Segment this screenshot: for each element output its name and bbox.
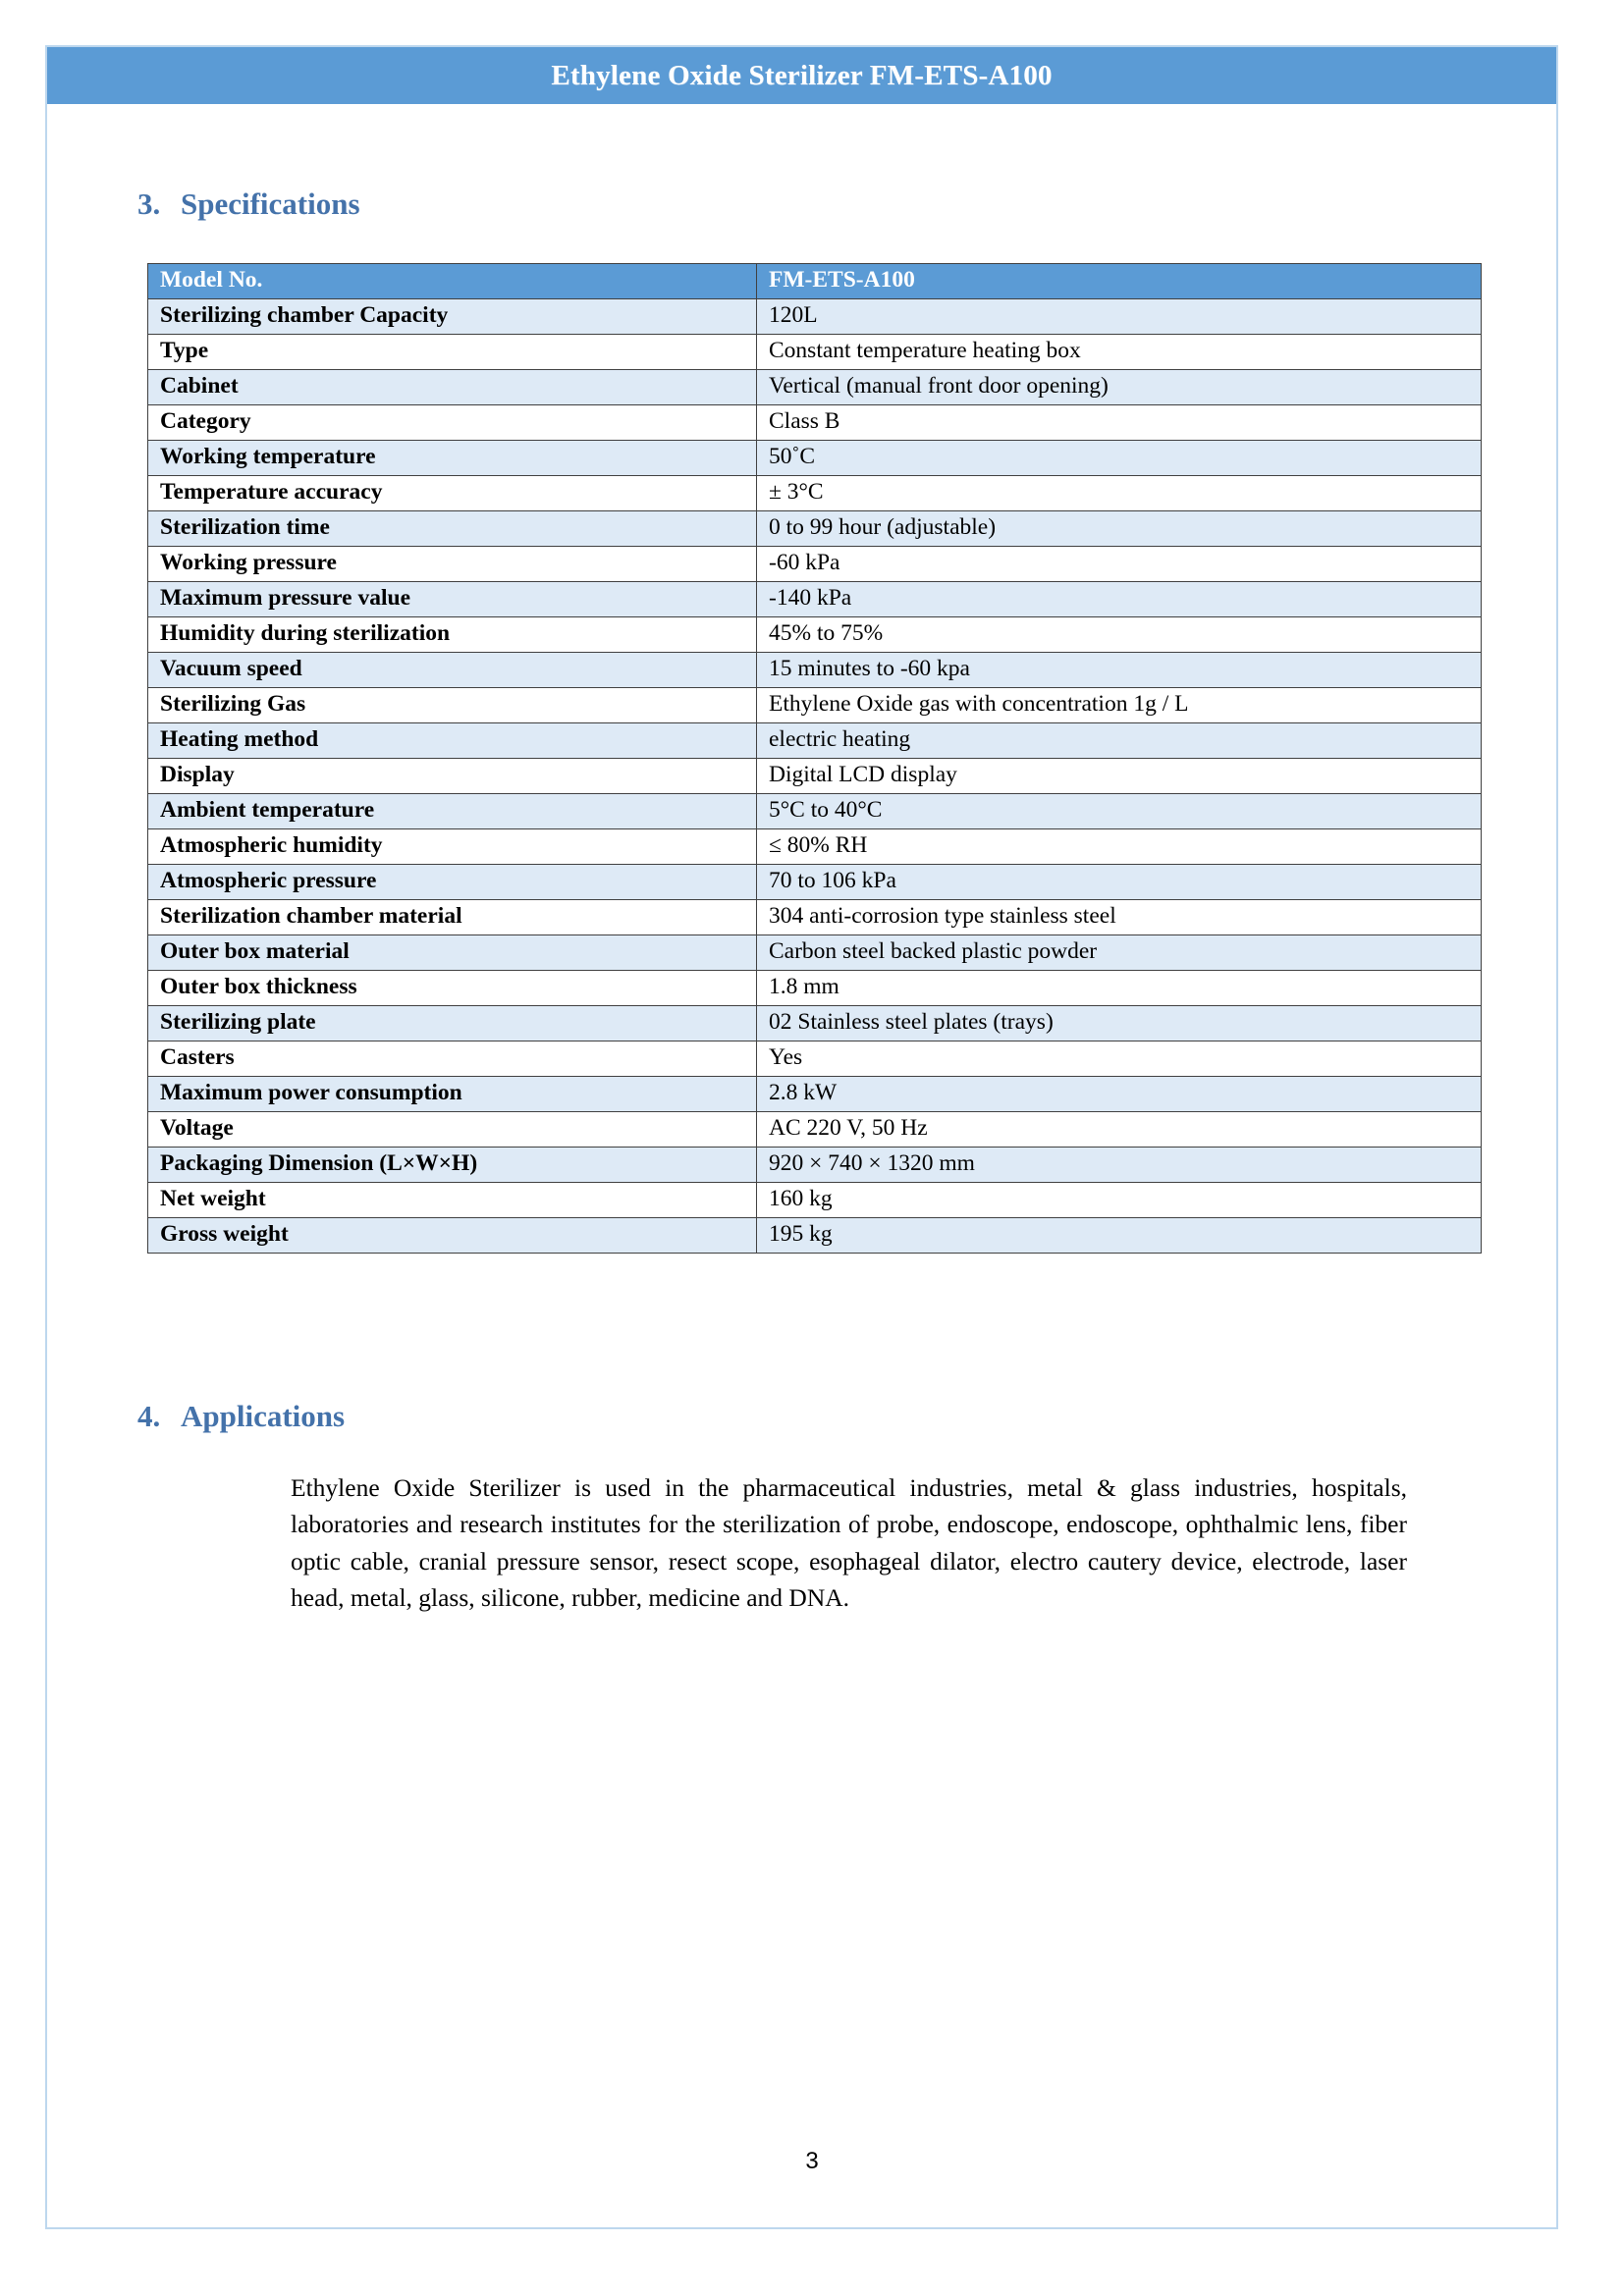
spec-label: Category bbox=[148, 405, 757, 441]
spec-label: Ambient temperature bbox=[148, 794, 757, 829]
spec-value: Vertical (manual front door opening) bbox=[757, 370, 1482, 405]
spec-label: Maximum pressure value bbox=[148, 582, 757, 617]
spec-label: Temperature accuracy bbox=[148, 476, 757, 511]
spec-value: Digital LCD display bbox=[757, 759, 1482, 794]
table-row bbox=[148, 723, 1482, 759]
spec-label: Working temperature bbox=[148, 441, 757, 476]
spec-label: Net weight bbox=[148, 1183, 757, 1218]
table-row bbox=[148, 476, 1482, 511]
spec-label: Maximum power consumption bbox=[148, 1077, 757, 1112]
spec-value: 0 to 99 hour (adjustable) bbox=[757, 511, 1482, 547]
page-number: 3 bbox=[805, 2148, 819, 2174]
spec-value: electric heating bbox=[757, 723, 1482, 759]
section-number-specifications: 3. bbox=[137, 187, 161, 221]
spec-value: 920 × 740 × 1320 mm bbox=[757, 1148, 1482, 1183]
spec-label: Cabinet bbox=[148, 370, 757, 405]
table-row bbox=[148, 617, 1482, 653]
table-header-label: Model No. bbox=[148, 264, 757, 299]
document-header-banner bbox=[47, 47, 1556, 104]
section-heading-applications bbox=[137, 1399, 1556, 1434]
spec-value: 15 minutes to -60 kpa bbox=[757, 653, 1482, 688]
spec-label: Display bbox=[148, 759, 757, 794]
spec-label: Outer box material bbox=[148, 935, 757, 971]
spec-label: Voltage bbox=[148, 1112, 757, 1148]
table-row bbox=[148, 441, 1482, 476]
table-row bbox=[148, 971, 1482, 1006]
spec-value: -60 kPa bbox=[757, 547, 1482, 582]
table-row bbox=[148, 370, 1482, 405]
spec-label: Heating method bbox=[148, 723, 757, 759]
spec-label: Sterilizing Gas bbox=[148, 688, 757, 723]
table-header-value: FM-ETS-A100 bbox=[757, 264, 1482, 299]
document-title: Ethylene Oxide Sterilizer FM-ETS-A100 bbox=[551, 59, 1053, 91]
spec-label: Outer box thickness bbox=[148, 971, 757, 1006]
spec-value: -140 kPa bbox=[757, 582, 1482, 617]
spec-label: Sterilizing chamber Capacity bbox=[148, 299, 757, 335]
section-title-applications: Applications bbox=[181, 1399, 346, 1433]
page-content bbox=[47, 104, 1556, 1641]
spec-value: 45% to 75% bbox=[757, 617, 1482, 653]
spec-label: Atmospheric humidity bbox=[148, 829, 757, 865]
applications-section bbox=[47, 1399, 1556, 1617]
spec-label: Working pressure bbox=[148, 547, 757, 582]
spec-value: 02 Stainless steel plates (trays) bbox=[757, 1006, 1482, 1041]
spec-value: Constant temperature heating box bbox=[757, 335, 1482, 370]
specifications-table-container bbox=[147, 263, 1481, 1254]
table-row bbox=[148, 794, 1482, 829]
spec-value: 195 kg bbox=[757, 1218, 1482, 1254]
spec-value: 70 to 106 kPa bbox=[757, 865, 1482, 900]
table-header-row bbox=[148, 264, 1482, 299]
table-row bbox=[148, 759, 1482, 794]
spec-value: 120L bbox=[757, 299, 1482, 335]
spec-value: ≤ 80% RH bbox=[757, 829, 1482, 865]
spec-label: Vacuum speed bbox=[148, 653, 757, 688]
spec-label: Sterilizing plate bbox=[148, 1006, 757, 1041]
spec-value: Yes bbox=[757, 1041, 1482, 1077]
spec-value: 50˚C bbox=[757, 441, 1482, 476]
spec-label: Packaging Dimension (L×W×H) bbox=[148, 1148, 757, 1183]
spec-value: Class B bbox=[757, 405, 1482, 441]
table-row bbox=[148, 1218, 1482, 1254]
applications-paragraph: Ethylene Oxide Sterilizer is used in the pharmaceutical industries, metal & glass industries, hospitals, laboratories and research institutes for the sterilization of probe, endoscope, endoscope, ophthalmic lens, fiber optic cable, cranial pressure sensor, resect scope, esophageal dilator, electro cautery device, electrode, laser head, metal, glass, silicone, rubber, medicine and DNA. bbox=[291, 1473, 1407, 1613]
table-row bbox=[148, 1006, 1482, 1041]
spec-value: 5°C to 40°C bbox=[757, 794, 1482, 829]
specifications-table-body bbox=[148, 299, 1482, 1254]
table-row bbox=[148, 1077, 1482, 1112]
table-row bbox=[148, 1148, 1482, 1183]
table-row bbox=[148, 335, 1482, 370]
spec-label: Type bbox=[148, 335, 757, 370]
table-row bbox=[148, 405, 1482, 441]
table-row bbox=[148, 935, 1482, 971]
table-row bbox=[148, 299, 1482, 335]
spec-value: Carbon steel backed plastic powder bbox=[757, 935, 1482, 971]
spec-value: 1.8 mm bbox=[757, 971, 1482, 1006]
spec-label: Humidity during sterilization bbox=[148, 617, 757, 653]
table-row bbox=[148, 865, 1482, 900]
spec-label: Gross weight bbox=[148, 1218, 757, 1254]
table-row bbox=[148, 511, 1482, 547]
section-heading-specifications bbox=[137, 187, 1556, 222]
spec-value: 160 kg bbox=[757, 1183, 1482, 1218]
spec-label: Sterilization time bbox=[148, 511, 757, 547]
spec-value: Ethylene Oxide gas with concentration 1g / L bbox=[757, 688, 1482, 723]
spec-label: Sterilization chamber material bbox=[148, 900, 757, 935]
spec-label: Casters bbox=[148, 1041, 757, 1077]
spec-value: 304 anti-corrosion type stainless steel bbox=[757, 900, 1482, 935]
spec-value: ± 3°C bbox=[757, 476, 1482, 511]
spec-value: 2.8 kW bbox=[757, 1077, 1482, 1112]
section-title-specifications: Specifications bbox=[181, 187, 360, 221]
table-row bbox=[148, 1041, 1482, 1077]
section-number-applications: 4. bbox=[137, 1399, 161, 1433]
table-row bbox=[148, 900, 1482, 935]
spec-value: AC 220 V, 50 Hz bbox=[757, 1112, 1482, 1148]
table-row bbox=[148, 1183, 1482, 1218]
spec-label: Atmospheric pressure bbox=[148, 865, 757, 900]
specifications-table bbox=[147, 263, 1482, 1254]
table-row bbox=[148, 829, 1482, 865]
table-row bbox=[148, 688, 1482, 723]
table-row bbox=[148, 582, 1482, 617]
table-row bbox=[148, 653, 1482, 688]
table-row bbox=[148, 1112, 1482, 1148]
table-row bbox=[148, 547, 1482, 582]
specifications-table-head bbox=[148, 264, 1482, 299]
